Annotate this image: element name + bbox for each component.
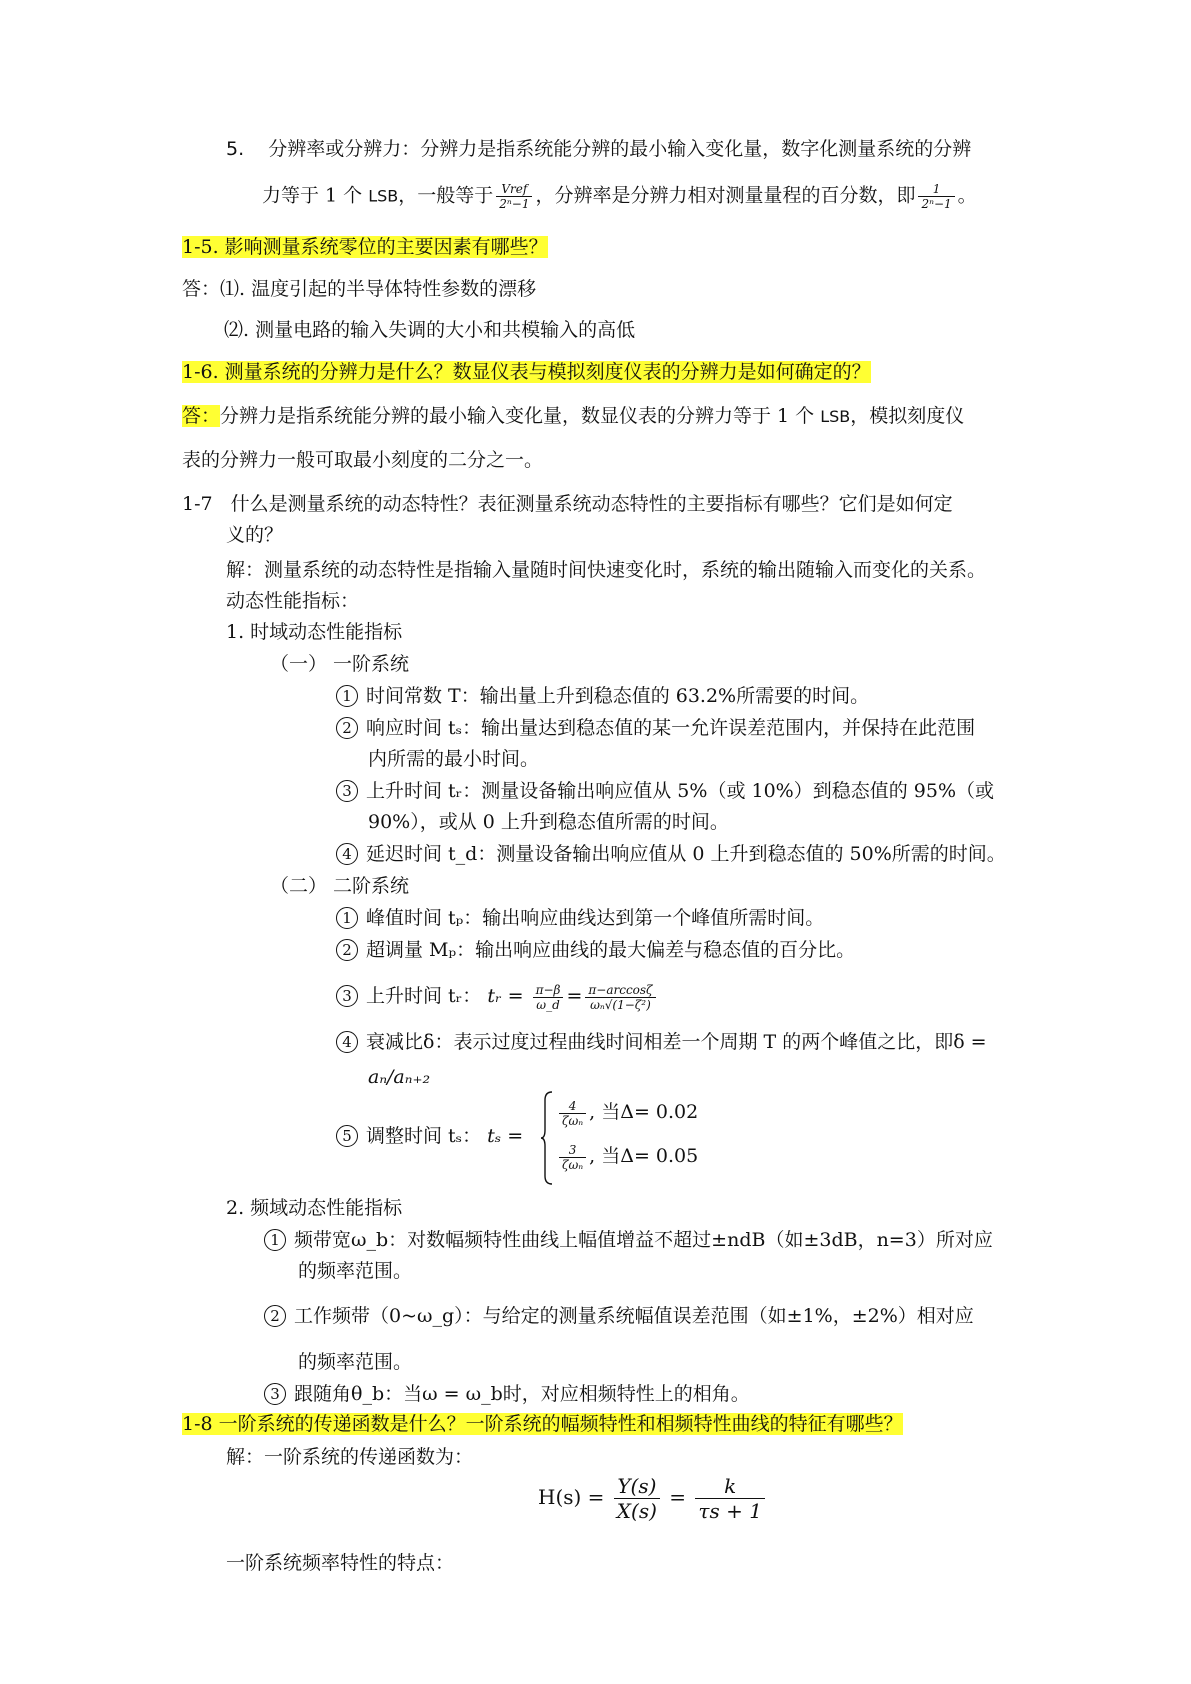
transfer-function-fraction-1: $\frac{Y(s)}{X(s)}$: [614, 1474, 660, 1523]
second-order-item-5: [336, 1123, 523, 1149]
settling-time-label: 调整时间 tₛ：: [366, 1125, 482, 1147]
circled-number-1: 1: [336, 907, 358, 929]
first-order-item-3-cont-text: 90%），或从 0 上升到稳态值所需的时间。: [368, 811, 729, 833]
rise-time-lhs: tᵣ =: [487, 985, 524, 1007]
rise-time-fraction-1: $\frac{\pi-\beta}{\omega\_d}$: [533, 983, 564, 1012]
q17-answer2-text: 动态性能指标：: [226, 590, 360, 612]
settling-case-1-fraction: $\frac{4}{\text{ζωₙ}}$: [559, 1099, 586, 1128]
rise-time-label: 上升时间 tᵣ：: [366, 985, 482, 1007]
q16-answer1-text: 分辨力是指系统能分辨的最小输入变化量，数显仪表的分辨力等于 1 个: [220, 405, 815, 427]
circled-number-4: 4: [336, 843, 358, 865]
item5-number: 5.: [226, 138, 245, 160]
settling-case-2: [556, 1134, 698, 1178]
circled-number-3: 3: [264, 1383, 286, 1405]
second-order-item-2: [336, 937, 855, 963]
item5-line1: [226, 136, 971, 162]
q15-answer2-text: ⑵. 测量电路的输入失调的大小和共模输入的高低: [224, 319, 636, 341]
left-brace-icon: [540, 1090, 554, 1186]
freq-item-3: [264, 1381, 750, 1407]
q15-answer1-text: ⑴. 温度引起的半导体特性参数的漂移: [220, 278, 537, 300]
settling-time-cases: [540, 1090, 720, 1186]
q16-lsb: LSB: [820, 407, 851, 426]
q16-answer2: [182, 447, 543, 473]
first-order-item-1: [336, 683, 869, 709]
freq-item-2-cont-text: 的频率范围。: [298, 1351, 413, 1373]
q15-title-text: 1-5. 影响测量系统零位的主要因素有哪些？: [182, 236, 548, 258]
freq-domain-heading-text: 2. 频域动态性能指标: [226, 1197, 403, 1219]
freq-item-3-text: 跟随角θ_b：当ω = ω_b时，对应相频特性上的相角。: [294, 1383, 750, 1405]
second-order-item-1-text: 峰值时间 tₚ：输出响应曲线达到第一个峰值所需时间。: [366, 907, 825, 929]
q18-answer1: [226, 1444, 473, 1470]
q17-answer1: [226, 557, 986, 583]
q17-answer1-text: 解：测量系统的动态特性是指输入量随时间快速变化时，系统的输出随输入而变化的关系。: [226, 559, 987, 581]
q15-answer2: [224, 317, 635, 343]
first-order-item-2: [336, 715, 975, 741]
q18-title-text: 1-8 一阶系统的传递函数是什么？一阶系统的幅频特性和相频特性曲线的特征有哪些？: [182, 1413, 903, 1435]
q16-title-text: 1-6. 测量系统的分辨力是什么？数显仪表与模拟刻度仪表的分辨力是如何确定的？: [182, 361, 871, 383]
circled-number-4: 4: [336, 1031, 358, 1053]
q17-answer2: [226, 588, 359, 614]
q16-answer1-tail: ，模拟刻度仪: [850, 405, 965, 427]
freq-domain-heading: [226, 1195, 402, 1221]
q17-title1-text: 什么是测量系统的动态特性？表征测量系统动态特性的主要指标有哪些？它们是如何定: [230, 493, 953, 515]
settling-case-1-condition: , 当Δ= 0.02: [589, 1101, 699, 1123]
q17-title2: [226, 522, 283, 548]
q18-answer2-text: 一阶系统频率特性的特点：: [226, 1552, 455, 1574]
first-order-item-3-text: 上升时间 tᵣ：测量设备输出响应值从 5%（或 10%）到稳态值的 95%（或: [366, 780, 994, 802]
item5-text-b: ，一般等于: [398, 184, 494, 207]
item5-text-a: 力等于 1 个: [262, 184, 363, 207]
freq-item-2-text: 工作频带（0~ω_g）：与给定的测量系统幅值误差范围（如±1%，±2%）相对应: [294, 1305, 974, 1327]
circled-number-1: 1: [336, 685, 358, 707]
item5-formula-vref: $\frac{\text{Vref}}{\text{2ⁿ−1}}$: [496, 182, 532, 211]
transfer-function-lhs: H(s) =: [538, 1485, 605, 1509]
q17-title2-text: 义的？: [226, 524, 284, 546]
item5-line2: [262, 182, 977, 211]
transfer-function-fraction-2: $\frac{k}{\tau s + 1}$: [695, 1474, 765, 1523]
circled-number-5: 5: [336, 1125, 358, 1147]
settling-time-lhs: tₛ =: [487, 1125, 524, 1147]
item5-text-line1: 分辨率或分辨力：分辨力是指系统能分辨的最小输入变化量，数字化测量系统的分辨: [268, 138, 972, 160]
circled-number-1: 1: [264, 1229, 286, 1251]
settling-case-2-fraction: $\frac{3}{\text{ζωₙ}}$: [559, 1143, 586, 1172]
q18-answer1-text: 解：一阶系统的传递函数为：: [226, 1446, 474, 1468]
second-order-item-3: 3 上升时间 tᵣ： tᵣ = $\frac{\pi-\beta}{\omega\_d}$ = $\frac{\pi-\arccos\zeta}{\text{ωₙ√(1−ζ²)}}$: [336, 976, 659, 1016]
first-order-heading-text: （一） 一阶系统: [270, 653, 410, 675]
circled-number-2: 2: [264, 1305, 286, 1327]
q16-title: [182, 359, 871, 385]
circled-number-2: 2: [336, 717, 358, 739]
first-order-item-2-cont: [368, 746, 539, 772]
item5-end: 。: [957, 184, 977, 207]
item5-lsb: LSB: [368, 186, 399, 206]
q17-title1: [182, 491, 953, 517]
freq-item-1-cont: [298, 1258, 412, 1284]
freq-item-2-cont: [298, 1349, 412, 1375]
second-order-item-4: [336, 1029, 987, 1055]
freq-item-2: [264, 1303, 974, 1329]
first-order-item-1-text: 时间常数 T：输出量上升到稳态值的 63.2%所需要的时间。: [366, 685, 870, 707]
transfer-function: H(s) = $\frac{Y(s)}{X(s)}$ = $\frac{k}{\tau s + 1}$: [538, 1472, 768, 1523]
q15-answer1: [182, 276, 536, 302]
second-order-item-1: [336, 905, 824, 931]
q15-answer-prefix: 答：: [182, 278, 221, 300]
first-order-item-2-text: 响应时间 tₛ：输出量达到稳态值的某一允许误差范围内，并保持在此范围: [366, 717, 976, 739]
second-order-heading: [270, 873, 409, 899]
q18-title: [182, 1411, 903, 1437]
second-order-item-4-text: 衰减比δ：表示过度过程曲线时间相差一个周期 T 的两个峰值之比，即δ =: [366, 1031, 987, 1053]
time-domain-heading-text: 1. 时域动态性能指标: [226, 621, 403, 643]
first-order-item-3: [336, 778, 994, 804]
freq-item-1-cont-text: 的频率范围。: [298, 1260, 413, 1282]
second-order-item-4-cont: [368, 1064, 430, 1090]
q16-answer-prefix: 答：: [182, 405, 221, 427]
freq-item-1: [264, 1227, 993, 1253]
circled-number-2: 2: [336, 939, 358, 961]
first-order-item-2-cont-text: 内所需的最小时间。: [368, 748, 540, 770]
q17-number: 1-7: [182, 493, 213, 515]
second-order-item-2-text: 超调量 Mₚ：输出响应曲线的最大偏差与稳态值的百分比。: [366, 939, 856, 961]
q18-answer2: [226, 1550, 454, 1576]
rise-time-fraction-2: $\frac{\pi-\arccos\zeta}{\text{ωₙ√(1−ζ²)}}$: [585, 983, 655, 1012]
circled-number-3: 3: [336, 985, 358, 1007]
circled-number-3: 3: [336, 780, 358, 802]
first-order-item-3-cont: [368, 809, 729, 835]
q15-title: [182, 234, 548, 260]
item5-text-c: ，分辨率是分辨力相对测量量程的百分数，即: [535, 184, 916, 207]
time-domain-heading: [226, 619, 402, 645]
settling-case-1: [556, 1090, 698, 1134]
q16-answer2-text: 表的分辨力一般可取最小刻度的二分之一。: [182, 449, 544, 471]
first-order-item-4: [336, 841, 1006, 867]
item5-formula-ratio: $\frac{1}{\text{2ⁿ−1}}$: [918, 182, 954, 211]
q16-answer1: [182, 403, 964, 430]
first-order-item-4-text: 延迟时间 t_d：测量设备输出响应值从 0 上升到稳态值的 50%所需的时间。: [366, 843, 1006, 865]
first-order-heading: [270, 651, 409, 677]
settling-case-2-condition: , 当Δ= 0.05: [589, 1145, 699, 1167]
decay-ratio-formula: aₙ/aₙ₊₂: [368, 1066, 431, 1088]
freq-item-1-text: 频带宽ω_b：对数幅频特性曲线上幅值增益不超过±ndB（如±3dB，n=3）所对应: [294, 1229, 993, 1251]
second-order-heading-text: （二） 二阶系统: [270, 875, 410, 897]
